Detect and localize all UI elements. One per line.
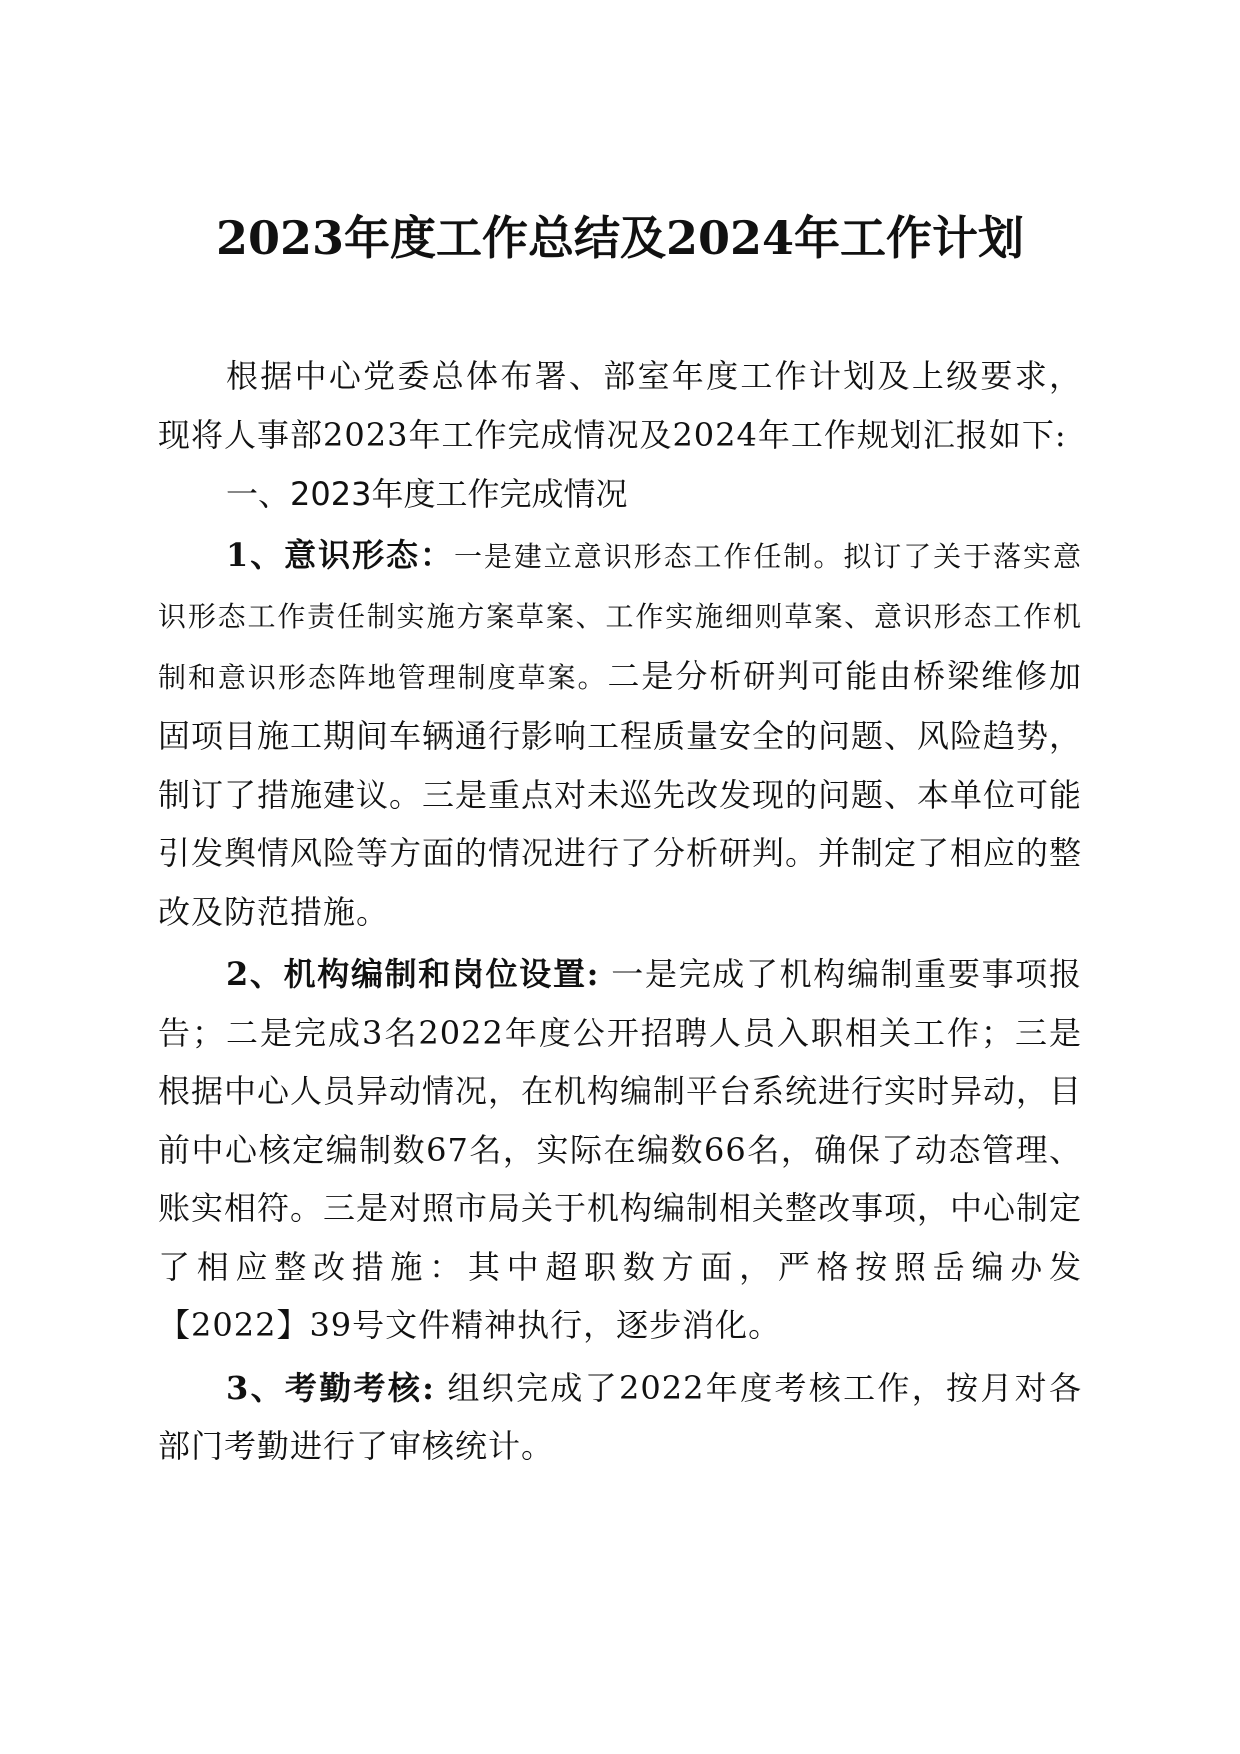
item-ideology-small-text: 一是建立意识形态工作任制。拟订了关于落实意识形态工作责任制实施方案草案、工作实施细则草案、意识形态工作机制和意识形态阵地管理制度草案。 (158, 539, 1082, 694)
section-heading: 一、2023年度工作完成情况 (226, 475, 628, 513)
item-ideology-paragraph (158, 526, 1082, 942)
item-organization-paragraph (158, 945, 1082, 1355)
item-organization-lead: 2、机构编制和岗位设置: (226, 955, 600, 993)
document-title: 2023年度工作总结及2024年工作计划 (215, 211, 1025, 265)
item-attendance-paragraph (158, 1359, 1082, 1476)
intro-paragraph: 根据中心党委总体布署、部室年度工作计划及上级要求，现将人事部2023年工作完成情况及2024年工作规划汇报如下: (158, 357, 1082, 454)
document-body (158, 347, 1082, 1476)
item-organization-text: 一是完成了机构编制重要事项报告；二是完成3名2022年度公开招聘人员入职相关工作；三是根据中心人员异动情况，在机构编制平台系统进行实时异动，目前中心核定编制数67名，实际在编数66名，确保了动态管理、账实相符。三是对照市局关于机构编制相关整改事项，中心制定了相应整改措施：其中超职数方面，严格按照岳编办发【2022】39号文件精神执行，逐步消化。 (158, 955, 1083, 1344)
item-attendance-lead: 3、考勤考核: (226, 1368, 435, 1407)
item-ideology-lead: 1、意识形态： (226, 535, 454, 574)
item-attendance-text: 组织完成了2022年度考核工作，按月对各部门考勤进行了审核统计。 (158, 1368, 1082, 1465)
item-ideology-text: 二是分析研判可能由桥梁维修加固项目施工期间车辆通行影响工程质量安全的问题、风险趋势，制订了措施建议。三是重点对未巡先改发现的问题、本单位可能引发舆情风险等方面的情况进行了分析研判。并制定了相应的整改及防范措施。 (158, 656, 1083, 931)
